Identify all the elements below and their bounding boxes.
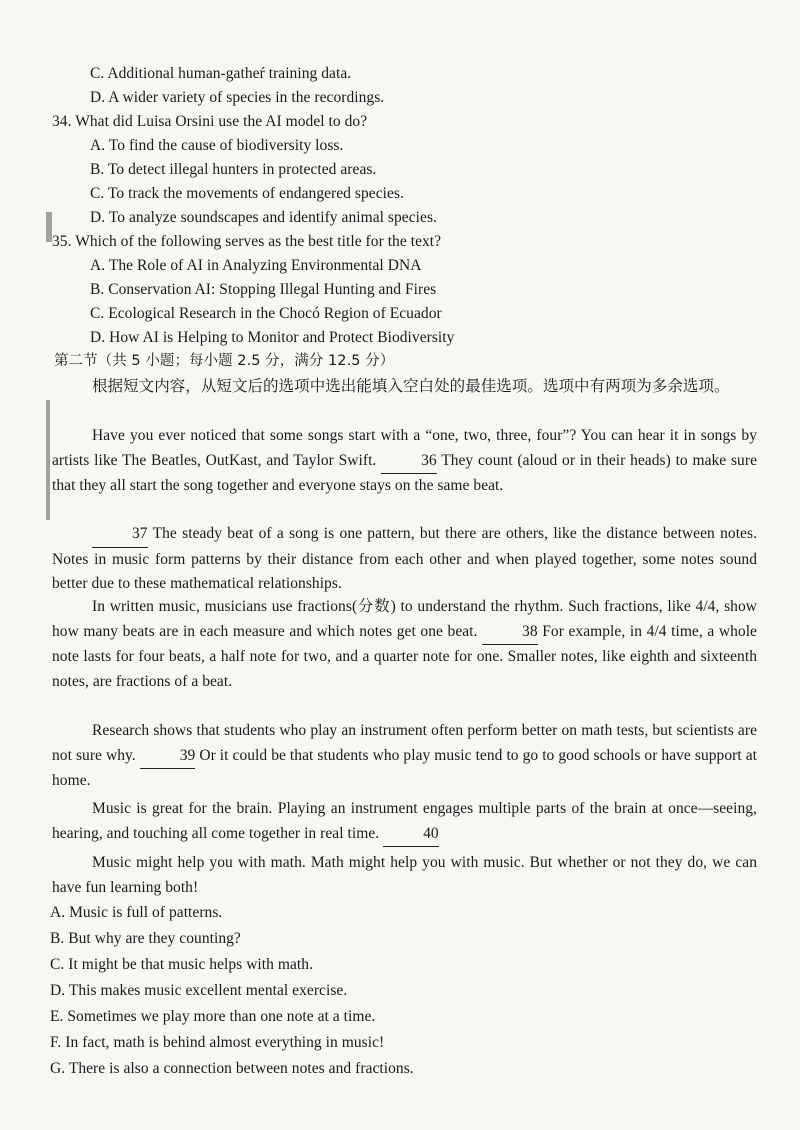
scan-margin-mark [46,400,50,520]
p1-text-b: They count (aloud or in their heads) to make sure that they all start the song together and everyone stays on the same beat. [52,451,757,494]
section-2-instruction: 根据短文内容，从短文后的选项中选出能填入空白处的最佳选项。选项中有两项为多余选项。 [92,377,730,395]
choice-c: C. It might be that music helps with math. [50,956,313,973]
question-35 [52,232,441,252]
choice-b: B. But why are they counting? [50,930,241,947]
choice-d: D. This makes music excellent mental exercise. [50,982,348,999]
passage-paragraph-3 [52,595,757,694]
q34-option-a: A. To find the cause of biodiversity loss. [90,137,344,154]
question-34-stem: What did Luisa Orsini use the AI model to do? [75,113,368,130]
prev-option-d: D. A wider variety of species in the recordings. [90,89,385,106]
q35-option-c: C. Ecological Research in the Chocó Region of Ecuador [90,305,442,322]
choice-g: G. There is also a connection between notes and fractions. [50,1060,414,1077]
p5-text-a: Music is great for the brain. Playing an instrument engages multiple parts of the brain at once—seeing, hearing, and touching all come together in real time. [52,800,757,842]
passage-paragraph-5 [52,797,757,847]
passage-paragraph-4 [52,719,757,794]
q34-option-c: C. To track the movements of endangered species. [90,185,404,202]
p3-text-a: In written music, musicians use fractions(分数) to understand the rhythm. Such fractions, like 4/4, show how many beats are in each measure and which notes get one beat. [52,598,757,640]
p1-text-a: Have you ever noticed that some songs start with a “one, two, three, four”? You can hear it in songs by artists like The Beatles, OutKast, and Taylor Swift. [52,427,757,469]
prev-option-c: C. Additional human-gatheŕ training data. [90,65,352,82]
passage-paragraph-6: Music might help you with math. Math might help you with music. But whether or not they do, we can have fun learning both! [52,854,757,896]
question-34 [52,112,367,132]
choice-e: E. Sometimes we play more than one note at a time. [50,1008,376,1025]
p3-text-b: For example, in 4/4 time, a whole note lasts for four beats, a half note for two, and a quarter note for one. Smaller notes, like eighth and sixteenth notes, are fractions of a beat. [52,622,757,690]
q34-option-b: B. To detect illegal hunters in protected areas. [90,161,377,178]
passage-paragraph-1 [52,424,757,499]
q35-option-a: A. The Role of AI in Analyzing Environmental DNA [90,257,422,274]
blank-36: 36 [381,449,437,475]
choice-f: F. In fact, math is behind almost everything in music! [50,1034,385,1051]
question-35-stem: Which of the following serves as the best title for the text? [75,233,442,250]
question-34-number: 34. [52,113,72,130]
q35-option-d: D. How AI is Helping to Monitor and Protect Biodiversity [90,329,455,346]
passage-paragraph-2 [52,522,757,597]
blank-39: 39 [140,744,196,770]
p4-text-b: Or it could be that students who play music tend to go to good schools or have support at home. [52,746,757,789]
q34-option-d: D. To analyze soundscapes and identify animal species. [90,209,437,226]
blank-38: 38 [482,620,538,646]
question-35-number: 35. [52,233,72,250]
q35-option-b: B. Conservation AI: Stopping Illegal Hunting and Fires [90,281,437,298]
p2-text: The steady beat of a song is one pattern, but there are others, like the distance between notes. Notes in music form patterns by their distance from each other and when played together, some notes sound better due to these mathematical relationships. [52,525,757,592]
blank-40: 40 [383,822,439,848]
blank-37: 37 [92,522,148,548]
choice-a: A. Music is full of patterns. [50,904,223,921]
p4-text-a: Research shows that students who play an instrument often perform better on math tests, but scientists are not sure why. [52,722,757,764]
section-2-heading: 第二节（共 5 小题；每小题 2.5 分，满分 12.5 分） [54,353,395,369]
